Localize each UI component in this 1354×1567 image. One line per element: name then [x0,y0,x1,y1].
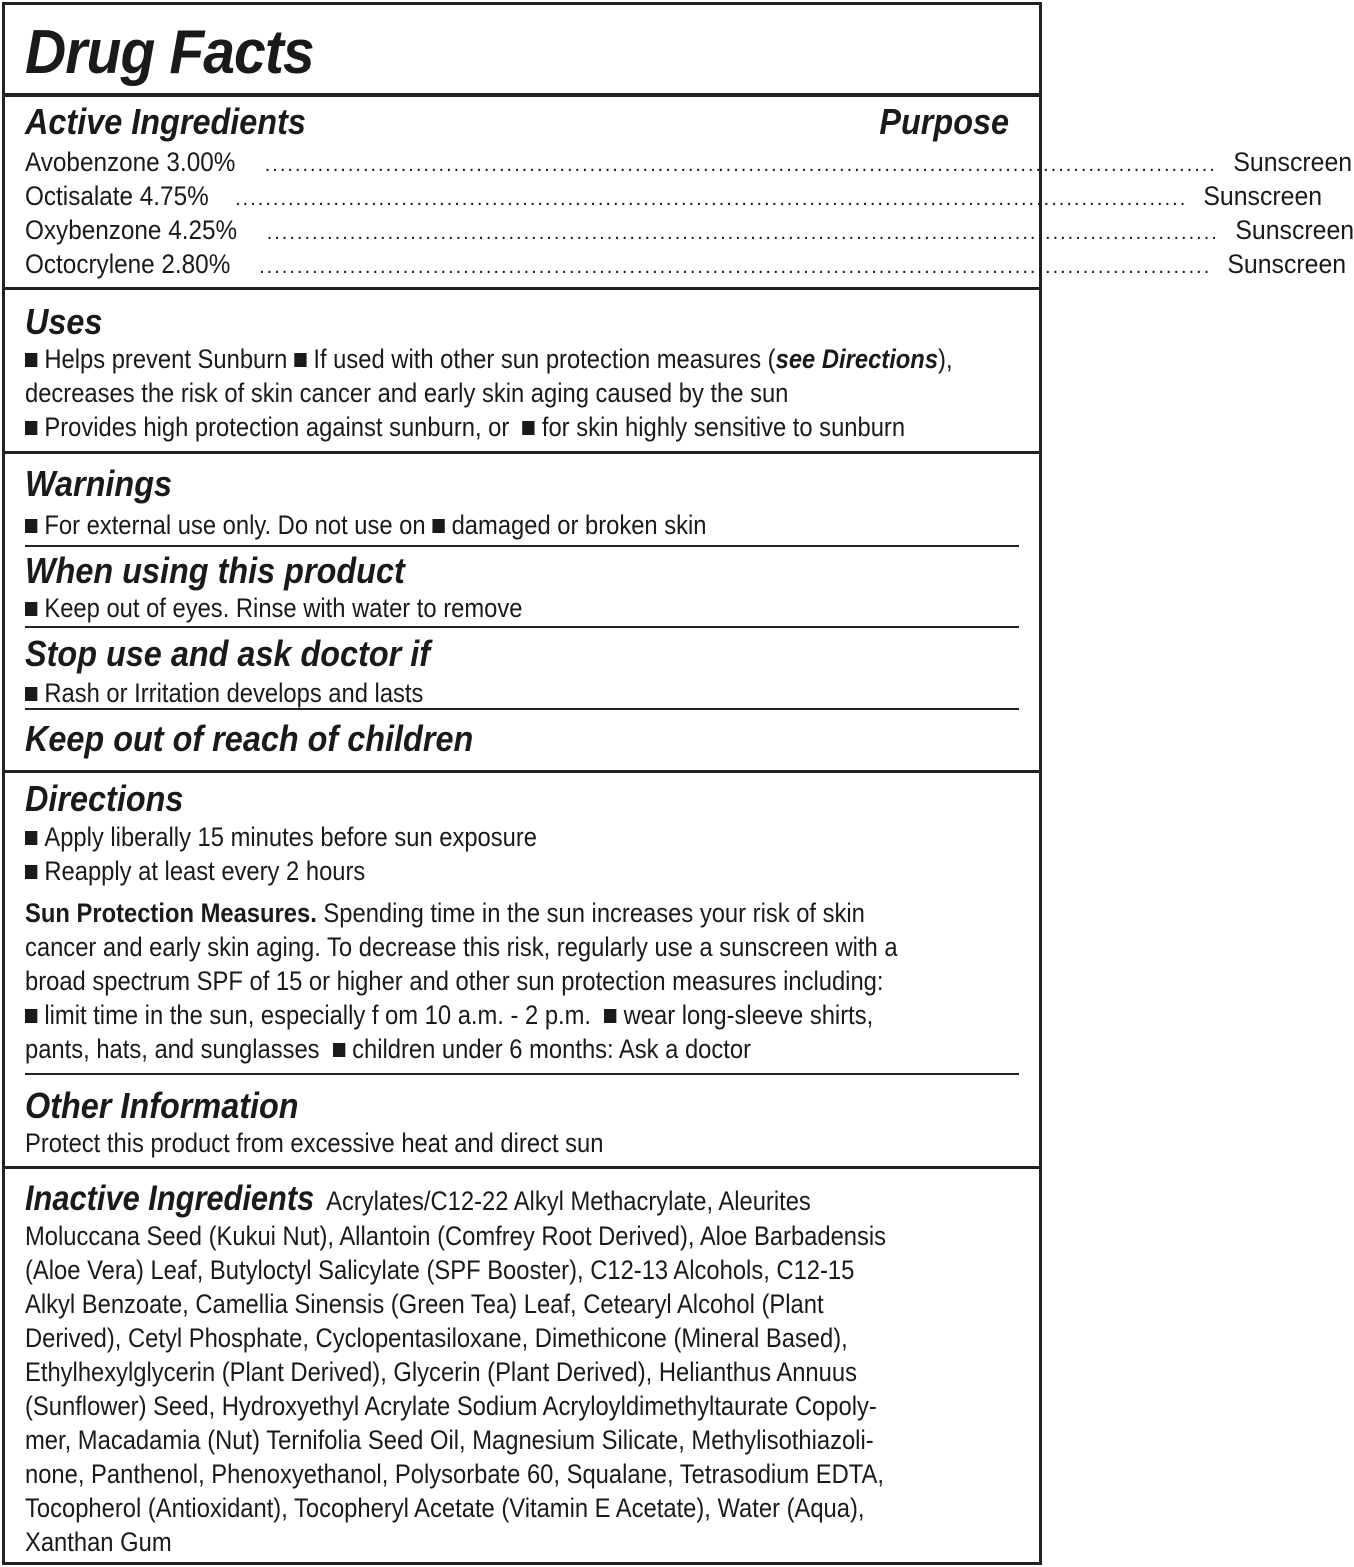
inactive-line: Moluccana Seed (Kukui Nut), Allantoin (Comfrey Root Derived), Aloe Barbadensis [25,1221,887,1251]
bullet-square-icon [294,353,306,367]
uses-line: decreases the risk of skin cancer and early skin aging caused by the sun [25,378,789,408]
page-title: Drug Facts [25,18,314,87]
bullet-square-icon [25,687,37,701]
inactive-line: Ethylhexylglycerin (Plant Derived), Glycerin (Plant Derived), Helianthus Annuus [25,1357,857,1387]
when-using-item: Keep out of eyes. Rinse with water to remove [44,593,523,623]
leader-dots: .............................................................................................................................. [264,154,1217,176]
warning-item: damaged or broken skin [451,510,707,540]
active-ingredient-row [25,213,1354,247]
uses-item: for skin highly sensitive to sunburn [541,412,906,442]
sun-protection-text: Spending time in the sun increases your risk of skin [323,898,865,928]
bullet-square-icon [25,421,37,435]
ingredient-name: Avobenzone 3.00% [25,147,236,177]
active-ingredient-row [25,247,1347,281]
ingredient-purpose: Sunscreen [1235,215,1354,245]
active-ingredients-heading: Active Ingredients [25,101,306,142]
sun-protection-item: wear long-sleeve shirts, [623,1000,874,1030]
uses-heading: Uses [25,301,103,342]
section-divider [5,1166,1039,1169]
sun-protection-item: children under 6 months: Ask a doctor [352,1034,751,1064]
ingredient-purpose: Sunscreen [1233,147,1352,177]
leader-dots: .............................................................................................................................. [235,188,1188,210]
other-information-heading: Other Information [25,1085,299,1126]
directions-item: Apply liberally 15 minutes before sun exposure [44,822,538,852]
subsection-divider [25,545,1019,547]
title-divider [5,93,1039,97]
active-ingredient-row [25,179,1323,213]
subsection-divider [25,708,1019,710]
ingredient-name: Octocrylene 2.80% [25,249,231,279]
stop-use-item: Rash or Irritation develops and lasts [44,678,424,708]
when-using-line [25,591,522,625]
warning-item: For external use only. Do not use on [44,510,426,540]
inactive-text: Acrylates/C12-22 Alkyl Methacrylate, Aleurites [326,1186,811,1216]
keep-out-of-reach-heading: Keep out of reach of children [25,718,474,759]
directions-line [25,820,537,854]
sun-protection-line [25,998,873,1032]
ingredient-purpose: Sunscreen [1227,249,1347,279]
bullet-square-icon [604,1009,616,1023]
ingredient-purpose: Sunscreen [1203,181,1323,211]
subsection-divider [25,1073,1019,1075]
other-information-text: Protect this product from excessive heat and direct sun [25,1128,604,1158]
uses-item: Helps prevent Sunburn [44,344,288,374]
uses-line [25,342,953,376]
warnings-line [25,508,707,542]
drug-facts-panel [2,2,1354,1565]
bullet-square-icon [333,1043,345,1057]
active-ingredient-row [25,145,1352,179]
bullet-square-icon [25,831,37,845]
inactive-line [25,1179,811,1218]
sun-protection-line: broad spectrum SPF of 15 or higher and other sun protection measures including: [25,966,884,996]
inactive-line: Derived), Cetyl Phosphate, Cyclopentasiloxane, Dimethicone (Mineral Based), [25,1323,848,1353]
sun-protection-line [25,896,865,930]
bullet-square-icon [523,421,535,435]
uses-item: Provides high protection against sunburn, or [44,412,510,442]
sun-protection-item: limit time in the sun, especially f om 10 a.m. - 2 p.m. [44,1000,592,1030]
inactive-line: none, Panthenol, Phenoxyethanol, Polysorbate 60, Squalane, Tetrasodium EDTA, [25,1459,885,1489]
inactive-line: Xanthan Gum [25,1527,172,1557]
ingredient-name: Oxybenzone 4.25% [25,215,238,245]
bullet-square-icon [25,353,37,367]
leader-dots: .............................................................................................................................. [259,256,1212,278]
uses-line [25,410,905,444]
inactive-line: (Aloe Vera) Leaf, Butyloctyl Salicylate (SPF Booster), C12-13 Alcohols, C12-15 [25,1255,855,1285]
bullet-square-icon [25,602,37,616]
sun-protection-label: Sun Protection Measures. [25,898,317,928]
leader-dots: .............................................................................................................................. [266,222,1219,244]
subsection-divider [25,626,1019,628]
inactive-line: Alkyl Benzoate, Camellia Sinensis (Green Tea) Leaf, Cetearyl Alcohol (Plant [25,1289,824,1319]
inactive-line: mer, Macadamia (Nut) Ternifolia Seed Oil, Magnesium Silicate, Methylisothiazoli- [25,1425,874,1455]
sun-protection-item: pants, hats, and sunglasses [25,1034,320,1064]
bullet-square-icon [432,519,444,533]
uses-item: If used with other sun protection measures ( [313,344,776,374]
warnings-heading: Warnings [25,463,173,504]
sun-protection-line [25,1032,751,1066]
inactive-line: (Sunflower) Seed, Hydroxyethyl Acrylate Sodium Acryloyldimethyltaurate Copoly- [25,1391,877,1421]
uses-item-end: ), [938,344,953,374]
directions-line [25,854,365,888]
section-divider [5,287,1039,290]
directions-item: Reapply at least every 2 hours [44,856,366,886]
inactive-line: Tocopherol (Antioxidant), Tocopheryl Acetate (Vitamin E Acetate), Water (Aqua), [25,1493,865,1523]
directions-heading: Directions [25,778,184,819]
section-divider [5,770,1039,773]
sun-protection-line: cancer and early skin aging. To decrease this risk, regularly use a sunscreen with a [25,932,898,962]
stop-use-heading: Stop use and ask doctor if [25,633,431,674]
see-directions-emphasis: see Directions [775,344,939,374]
when-using-heading: When using this product [25,550,405,591]
purpose-heading: Purpose [879,101,1009,142]
ingredient-name: Octisalate 4.75% [25,181,209,211]
inactive-ingredients-heading: Inactive Ingredients [25,1179,315,1218]
bullet-square-icon [25,865,37,879]
section-divider [5,451,1039,454]
bullet-square-icon [25,519,37,533]
bullet-square-icon [25,1009,37,1023]
stop-use-line [25,676,423,710]
